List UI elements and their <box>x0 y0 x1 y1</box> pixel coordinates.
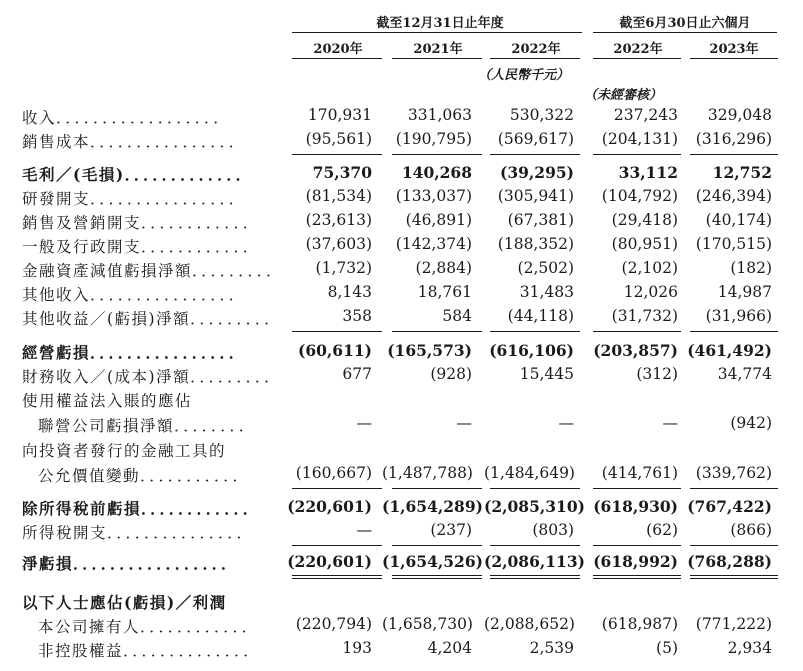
row-other-income <box>0 283 803 307</box>
total-double-rule <box>392 575 482 579</box>
row-income-tax <box>0 521 803 545</box>
cell: (305,941) <box>497 187 574 205</box>
cell: (220,601) <box>287 497 372 516</box>
cell: (1,658,730) <box>382 615 473 633</box>
cell: 237,243 <box>613 106 678 124</box>
cell: (1,654,289) <box>382 497 483 516</box>
cell: (2,502) <box>517 259 574 277</box>
subtotal-rule <box>292 331 382 332</box>
unit-note: （人民幣千元） <box>478 68 570 83</box>
cell: 530,322 <box>509 106 574 124</box>
row-label: 其他收入．．．．．．．．．．．．．．．． <box>22 286 246 304</box>
row-other-gains <box>0 307 803 331</box>
row-owners <box>0 615 803 639</box>
row-label: 銷售成本．．．．．．．．．．．．．．．． <box>22 133 246 151</box>
cell: (190,795) <box>395 130 472 148</box>
cell: 33,112 <box>618 163 678 182</box>
cell: 331,063 <box>407 106 472 124</box>
cell: 75,370 <box>312 163 372 182</box>
cell: (95,561) <box>305 130 372 148</box>
cell: (767,422) <box>687 497 772 516</box>
cell: (133,037) <box>395 187 472 205</box>
cell: (803) <box>532 521 574 539</box>
subtotal-rule <box>593 154 681 155</box>
year-rule-4 <box>690 58 778 59</box>
cell: 193 <box>342 639 372 657</box>
cell: (31,966) <box>705 307 772 325</box>
cell: (1,732) <box>315 259 372 277</box>
row-non-controlling <box>0 639 803 663</box>
cell: (81,534) <box>305 187 372 205</box>
cell: (2,085,310) <box>484 497 585 516</box>
year-header-2022: 2022年 <box>511 42 561 57</box>
row-label: 向投資者發行的金融工具的 <box>22 442 227 460</box>
cell: 8,143 <box>327 283 372 301</box>
year-header-2020: 2020年 <box>313 42 363 57</box>
subtotal-rule <box>392 331 482 332</box>
subtotal-rule <box>292 488 382 489</box>
row-operating-loss <box>0 341 803 365</box>
cell: (618,987) <box>601 615 678 633</box>
cell: 4,204 <box>427 639 472 657</box>
cell: 14,987 <box>717 283 772 301</box>
cell: 140,268 <box>401 163 472 182</box>
cell: — <box>558 414 574 432</box>
cell: — <box>662 414 678 432</box>
cell: (2,086,113) <box>484 552 585 571</box>
cell: (1,654,526) <box>382 552 483 571</box>
year-header-2023-h1: 2023年 <box>709 42 759 57</box>
cell: (104,792) <box>601 187 678 205</box>
cell: (160,667) <box>295 464 372 482</box>
cell: (67,381) <box>507 211 574 229</box>
subtotal-rule <box>690 331 778 332</box>
row-impairment-loss <box>0 259 803 283</box>
cell: (246,394) <box>695 187 772 205</box>
row-label: 其他收益／(虧損)淨額．．．．．．．．． <box>22 310 282 328</box>
unaudited-note: （未經審核） <box>584 88 663 103</box>
row-label: 淨虧損．．．．．．．．．．．．．．．．． <box>22 554 239 573</box>
row-label: 聯營公司虧損淨額．．．．．．．． <box>38 417 256 435</box>
cell: 12,752 <box>712 163 772 182</box>
subtotal-rule <box>490 545 580 546</box>
subtotal-rule <box>292 545 382 546</box>
cell: 677 <box>342 365 372 383</box>
row-label: 研發開支．．．．．．．．．．．．．．．． <box>22 190 246 208</box>
row-label: 非控股權益．．．．．．．．．．．．．． <box>38 642 261 660</box>
cell: (618,992) <box>593 552 678 571</box>
row-equity-method-heading <box>0 389 803 413</box>
row-loss-before-tax <box>0 497 803 521</box>
cell: 584 <box>442 307 472 325</box>
row-label: 以下人士應佔(虧損)／利潤 <box>22 593 227 612</box>
year-rule-2 <box>490 58 580 59</box>
subtotal-rule <box>593 545 681 546</box>
row-selling-expense <box>0 211 803 235</box>
year-rule-3 <box>593 58 681 59</box>
cell: (616,106) <box>489 341 574 360</box>
row-associates-loss <box>0 414 803 438</box>
cell: (339,762) <box>695 464 772 482</box>
cell: (31,732) <box>611 307 678 325</box>
cell: (29,418) <box>611 211 678 229</box>
total-double-rule <box>292 575 382 579</box>
cell: (414,761) <box>601 464 678 482</box>
cell: (569,617) <box>497 130 574 148</box>
cell: (44,118) <box>507 307 574 325</box>
row-label: 財務收入／(成本)淨額．．．．．．．．． <box>22 368 282 386</box>
cell: (165,573) <box>387 341 472 360</box>
row-gross-profit <box>0 163 803 187</box>
cell: 34,774 <box>717 365 772 383</box>
cell: — <box>456 414 472 432</box>
cell: 18,761 <box>417 283 472 301</box>
year-header-2022-h1: 2022年 <box>613 42 663 57</box>
cell: 15,445 <box>519 365 574 383</box>
cell: (2,884) <box>415 259 472 277</box>
cell: (237) <box>430 521 472 539</box>
cell: (182) <box>730 259 772 277</box>
row-label: 除所得稅前虧損．．．．．．．．．．．． <box>22 499 260 518</box>
total-double-rule <box>690 575 778 579</box>
cell: (866) <box>730 521 772 539</box>
subtotal-rule <box>392 154 482 155</box>
cell: (39,295) <box>500 163 574 182</box>
subtotal-rule <box>490 331 580 332</box>
cell: (1,487,788) <box>382 464 473 482</box>
cell: (771,222) <box>695 615 772 633</box>
row-label: 毛利／(毛損)．．．．．．．．．．．．． <box>22 165 253 184</box>
cell: (942) <box>730 414 772 432</box>
row-admin-expense <box>0 235 803 259</box>
header-rule-six-months <box>593 32 777 33</box>
row-label: 金融資產減值虧損淨額．．．．．．．．． <box>22 262 284 280</box>
year-rule-1 <box>392 58 482 59</box>
row-attributable-heading <box>0 591 803 615</box>
total-double-rule <box>593 575 681 579</box>
header-fiscal-year: 截至12月31日止年度 <box>376 16 504 31</box>
row-label: 經營虧損．．．．．．．．．．．．．．．． <box>22 343 246 362</box>
subtotal-rule <box>593 488 681 489</box>
cell: 170,931 <box>307 106 372 124</box>
cell: (2,088,652) <box>484 615 575 633</box>
cell: (220,794) <box>295 615 372 633</box>
cell: (40,174) <box>705 211 772 229</box>
cell: (312) <box>636 365 678 383</box>
subtotal-rule <box>392 488 482 489</box>
cell: (203,857) <box>593 341 678 360</box>
row-label: 使用權益法入賬的應佔 <box>22 392 193 410</box>
cell: — <box>356 521 372 539</box>
row-fair-value-change <box>0 464 803 488</box>
year-header-2021: 2021年 <box>413 42 463 57</box>
subtotal-rule <box>392 545 482 546</box>
row-label: 所得稅開支．．．．．．．．．．．．．．． <box>22 524 254 542</box>
row-label: 本公司擁有人．．．．．．．．．．．． <box>38 618 259 636</box>
header-six-months: 截至6月30日止六個月 <box>619 16 751 31</box>
cell: (316,296) <box>695 130 772 148</box>
cell: (170,515) <box>695 235 772 253</box>
year-rule-0 <box>292 58 382 59</box>
cell: (768,288) <box>687 552 772 571</box>
cell: (2,102) <box>621 259 678 277</box>
subtotal-rule <box>690 154 778 155</box>
cell: 2,539 <box>529 639 574 657</box>
cell: (220,601) <box>287 552 372 571</box>
cell: (204,131) <box>601 130 678 148</box>
cell: 12,026 <box>623 283 678 301</box>
total-double-rule <box>490 575 580 579</box>
subtotal-rule <box>490 488 580 489</box>
cell: (142,374) <box>395 235 472 253</box>
subtotal-rule <box>490 154 580 155</box>
cell: (618,930) <box>593 497 678 516</box>
cell: (62) <box>646 521 678 539</box>
row-instruments-heading <box>0 439 803 463</box>
cell: (461,492) <box>687 341 772 360</box>
subtotal-rule <box>690 545 778 546</box>
cell: (46,891) <box>405 211 472 229</box>
row-label: 銷售及營銷開支．．．．．．．．．．．． <box>22 214 260 232</box>
row-label: 公允價值變動．．．．．．．．．．． <box>38 467 250 485</box>
row-label: 收入．．．．．．．．．．．．．．．．．． <box>22 109 231 127</box>
cell: 329,048 <box>707 106 772 124</box>
cell: (80,951) <box>611 235 678 253</box>
row-cost-of-sales <box>0 130 803 154</box>
row-finance-income <box>0 365 803 389</box>
cell: (188,352) <box>497 235 574 253</box>
row-net-loss <box>0 552 803 576</box>
cell: 31,483 <box>519 283 574 301</box>
cell: (928) <box>430 365 472 383</box>
cell: 358 <box>342 307 372 325</box>
cell: (37,603) <box>305 235 372 253</box>
subtotal-rule <box>593 331 681 332</box>
cell: (23,613) <box>305 211 372 229</box>
cell: (5) <box>656 639 678 657</box>
cell: (1,484,649) <box>484 464 575 482</box>
cell: 2,934 <box>727 639 772 657</box>
header-rule-fiscal <box>292 32 582 33</box>
row-revenue <box>0 106 803 130</box>
subtotal-rule <box>292 154 382 155</box>
cell: — <box>356 414 372 432</box>
row-rd-expense <box>0 187 803 211</box>
cell: (60,611) <box>298 341 372 360</box>
row-label: 一般及行政開支．．．．．．．．．．．． <box>22 238 260 256</box>
subtotal-rule <box>690 488 778 489</box>
